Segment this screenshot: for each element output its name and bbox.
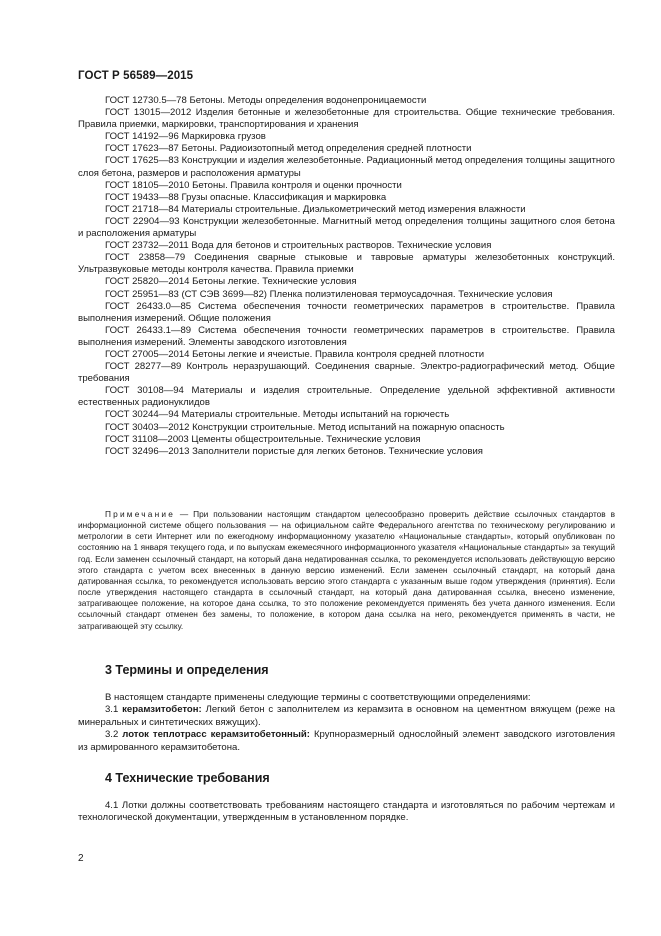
term-name: керамзитобетон: — [122, 704, 202, 716]
reference-item: ГОСТ 26433.1—89 Система обеспечения точности геометрических параметров в строительстве. Правила выполнения измерений. Элементы заводского изготовления — [78, 324, 615, 348]
reference-item: ГОСТ 25820—2014 Бетоны легкие. Технические условия — [105, 276, 357, 288]
reference-item: ГОСТ 17623—87 Бетоны. Радиоизотопный метод определения средней плотности — [105, 143, 472, 155]
reference-item: ГОСТ 25951—83 (СТ СЭВ 3699—82) Пленка полиэтиленовая термоусадочная. Технические условия — [105, 288, 553, 300]
page-header: ГОСТ Р 56589—2015 — [78, 70, 194, 82]
reference-item: ГОСТ 30403—2012 Конструкции строительные. Метод испытаний на пожарную опасность — [105, 421, 505, 433]
reference-item: ГОСТ 30108—94 Материалы и изделия строительные. Определение удельной эффективной активности естественных радионуклидов — [78, 385, 615, 409]
reference-item: ГОСТ 12730.5—78 Бетоны. Методы определения водонепроницаемости — [105, 95, 427, 106]
term-definition: Легкий бетон с заполнителем из керамзита в основном на цементном вяжущем (реже на минеральных и синтетических вяжущих). — [78, 704, 616, 728]
reference-item: ГОСТ 14192—96 Маркировка грузов — [105, 131, 266, 143]
terms-section — [78, 692, 615, 754]
reference-item: ГОСТ 18105—2010 Бетоны. Правила контроля и оценки прочности — [105, 179, 402, 191]
reference-item: ГОСТ 32496—2013 Заполнители пористые для легких бетонов. Технические условия — [105, 445, 483, 457]
term-number: 3.2 — [105, 729, 119, 741]
reference-item: ГОСТ 27005—2014 Бетоны легкие и ячеистые. Правила контроля средней плотности — [105, 348, 485, 360]
reference-item: ГОСТ 13015—2012 Изделия бетонные и железобетонные для строительства. Общие технические требования. Правила приемки, маркировки, транспортирования и хранения — [78, 107, 615, 131]
reference-item: ГОСТ 28277—89 Контроль неразрушающий. Соединения сварные. Электро-радиографический метод. Общие требования — [78, 361, 615, 385]
term-name: лоток теплотрасс керамзитобетонный: — [122, 729, 310, 741]
note-text: При пользовании настоящим стандартом целесообразно проверить действие ссылочных стандартов в информационной системе общего пользования — на официальном сайте Федерального агентства по техническому регулированию и метрологии в сети Интернет или по ежегодному информационному указателю «Национальные стандарты», который опубликован по состоянию на 1 января текущего года, и по выпускам ежемесячного информационного указателя «Национальные стандарты» за текущий год. Если заменен ссылочный стандарт, на который дана недатированная ссылка, то рекомендуется использовать действующую версию этого стандарта с учетом всех внесенных в данную версию изменений. Если заменен ссылочный стандарт, на который дана датированная ссылка, то рекомендуется использовать версию этого стандарта с указанным выше годом утверждения (принятия). Если после утверждения настоящего стандарта в ссылочный стандарт, на который дана датированная ссылка, внесено изменение, затрагивающее положение, на которое дана ссылка, то это положение рекомендуется применять без учета данного изменения. Если ссылочный стандарт отменен без замены, то положение, в котором дана ссылка на него, рекомендуется применять в части, не затрагивающей эту ссылку. — [78, 509, 615, 631]
reference-item: ГОСТ 31108—2003 Цементы общестроительные. Технические условия — [105, 433, 421, 445]
requirement-paragraph: 4.1 Лотки должны соответствовать требованиям настоящего стандарта и изготовляться по рабочим чертежам и технологической документации, утвержденным в установленном порядке. — [78, 800, 615, 824]
note-dash: — — [175, 509, 194, 519]
reference-item: ГОСТ 19433—88 Грузы опасные. Классификация и маркировка — [105, 191, 387, 203]
section-3-title: 3 Термины и определения — [105, 663, 269, 677]
reference-item: ГОСТ 22904—93 Конструкции железобетонные. Магнитный метод определения толщины защитного слоя бетона и расположения арматуры — [78, 215, 615, 240]
requirements-section — [78, 800, 615, 825]
reference-item: ГОСТ 21718—84 Материалы строительные. Диэлькометрический метод измерения влажности — [105, 203, 526, 215]
term-item — [78, 729, 615, 754]
term-number: 3.1 — [105, 704, 119, 716]
reference-item: ГОСТ 17625—83 Конструкции и изделия железобетонные. Радиационный метод определения толщины защитного слоя бетона, размеров и расположения арматуры — [78, 155, 615, 179]
normative-references-list — [78, 95, 615, 458]
terms-intro: В настоящем стандарте применены следующие термины с соответствующими определениями: — [105, 692, 531, 703]
reference-item: ГОСТ 26433.0—85 Система обеспечения точности геометрических параметров в строительстве. Правила выполнения измерений. Общие положения — [78, 300, 615, 324]
references-note — [78, 509, 615, 632]
section-4-title: 4 Технические требования — [105, 771, 270, 785]
page-number: 2 — [78, 853, 84, 864]
term-definition: Крупноразмерный однослойный элемент заводского изготовления из армированного керамзитобетона. — [78, 729, 616, 753]
note-paragraph — [78, 509, 615, 632]
reference-item: ГОСТ 23732—2011 Вода для бетонов и строительных растворов. Технические условия — [105, 240, 492, 252]
reference-item: ГОСТ 30244—94 Материалы строительные. Методы испытаний на горючесть — [105, 409, 450, 421]
reference-item: ГОСТ 23858—79 Соединения сварные стыковые и тавровые арматуры железобетонных конструкций. Ультразвуковые методы контроля качества. Правила приемки — [78, 252, 615, 276]
term-item — [78, 704, 615, 729]
note-label: Примечание — [105, 509, 176, 519]
